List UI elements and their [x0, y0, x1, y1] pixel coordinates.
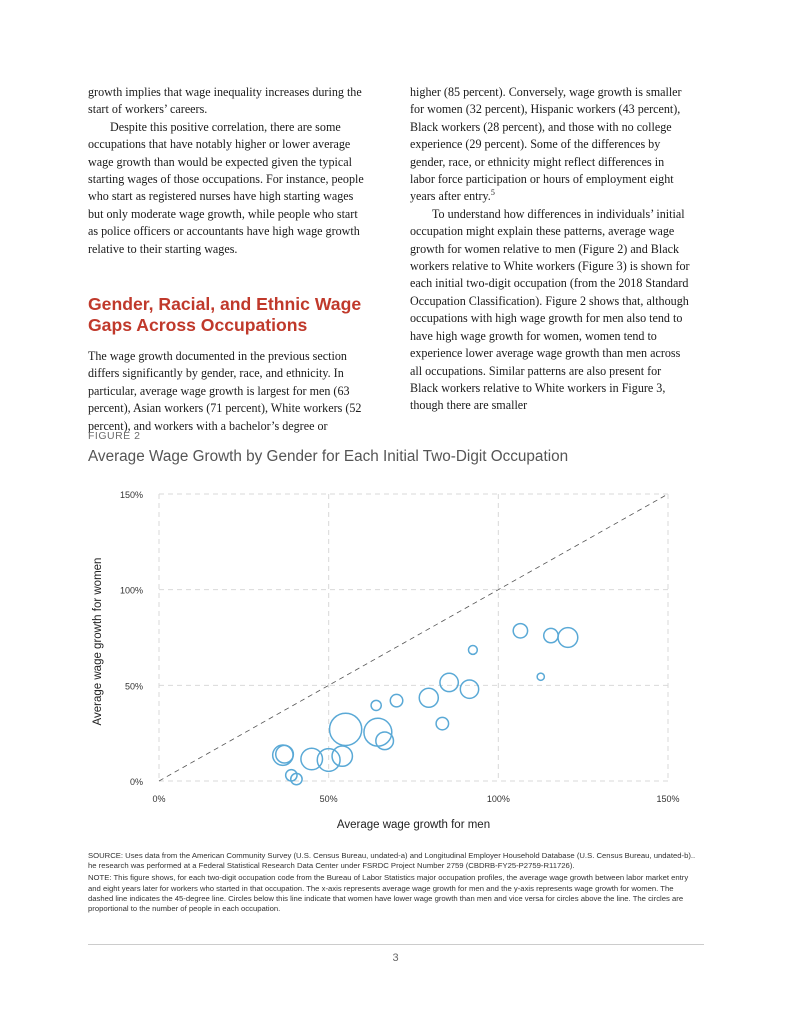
- paragraph: Despite this positive correlation, there are some occupations that have notably higher or lower average wage growth than would be expected given the typical starting wages of those occupations. For instance, people who start as registered nurses have high starting wages but only moderate wage growth, while people who start as police officers or accountants have high wage growth relative to their starting wages.: [88, 119, 364, 256]
- data-point: [276, 745, 294, 763]
- page-number: 3: [392, 952, 399, 964]
- scatter-chart: [80, 478, 700, 848]
- paragraph: The wage growth documented in the previous section differs significantly by gender, race, and ethnicity. In particular, average wage growth is largest for men (63 percent), Asian workers (71 percent), White workers (52 percent), and workers with a bachelor’s degree or: [88, 349, 362, 433]
- data-point: [537, 673, 544, 680]
- x-tick-label: 0%: [152, 794, 166, 804]
- data-point: [513, 624, 527, 638]
- paragraph: growth implies that wage inequality increases during the start of workers’ careers.: [88, 85, 362, 117]
- figure-label: FIGURE 2: [88, 430, 141, 442]
- left-text-column: [88, 84, 367, 435]
- x-tick-label: 50%: [319, 794, 338, 804]
- right-text-column: [410, 84, 690, 415]
- section-heading: Gender, Racial, and Ethnic Wage Gaps Across Occupations: [88, 294, 362, 336]
- figure-notes: [88, 851, 698, 916]
- data-point: [544, 628, 558, 642]
- data-point: [436, 717, 448, 729]
- figure-note: NOTE: This figure shows, for each two-digit occupation code from the Bureau of Labor Statistics major occupation profiles, the average wage growth between labor market entry and eight years later for workers who started in that occupation. The x-axis represents average wage growth for men and the y-axis represents wage growth for women. The dashed line indicates the 45-degree line. Circles below this line indicate that women have lower wage growth than men and vice versa for circles above the line. The circles are proportional to the number of people in each occupation.: [88, 873, 689, 914]
- data-point: [390, 694, 402, 706]
- x-tick-label: 150%: [656, 794, 680, 804]
- footer-divider: [88, 944, 704, 945]
- y-tick-label: 50%: [124, 681, 143, 692]
- data-point: [371, 700, 381, 710]
- y-axis-label: Average wage growth for women: [92, 557, 104, 726]
- y-tick-label: 150%: [119, 490, 143, 500]
- paragraph: [410, 84, 690, 206]
- data-point: [376, 732, 394, 750]
- paragraph-text: higher (85 percent). Conversely, wage growth is smaller for women (32 percent), Hispanic workers (43 percent), Black workers (28 percent), and those with no college experience (29 percent). Some of the differences by gender, race, or ethnicity might reflect differences in labor force participation or hours of employment eight years after entry.: [410, 85, 682, 204]
- y-tick-label: 100%: [119, 585, 143, 596]
- reference-line-45deg: [159, 494, 668, 781]
- y-tick-label: 0%: [129, 777, 143, 787]
- data-point: [330, 713, 362, 745]
- data-point: [460, 680, 478, 698]
- data-point: [558, 628, 578, 648]
- x-axis-label: Average wage growth for men: [336, 819, 491, 831]
- source-note: SOURCE: Uses data from the American Community Survey (U.S. Census Bureau, undated-a) and Longitudinal Employer Household Database (U.S. Census Bureau, undated-b).. he research was performed at a Federal Statistical Research Data Center under FSRDC Project Number 2759 (CBDRB-FY25-P2759-R11726).: [88, 851, 696, 871]
- x-tick-label: 100%: [486, 794, 510, 804]
- data-point: [332, 746, 352, 766]
- footnote-reference[interactable]: 5: [490, 188, 495, 198]
- figure-title: Average Wage Growth by Gender for Each Initial Two-Digit Occupation: [88, 448, 569, 465]
- data-point: [468, 646, 477, 655]
- paragraph: To understand how differences in individuals’ initial occupation might explain these patterns, average wage growth for women relative to men (Figure 2) and Black workers relative to White workers (Figure 3) is shown for each initial two-digit occupation (from the 2018 Standard Occupation Classification). Figure 2 shows that, although occupations with high wage growth for men also tend to have high wage growth for women, women tend to experience lower average wage growth than men across all occupations. Similar patterns are also present for Black workers relative to White workers in Figure 3, though there are smaller: [410, 206, 690, 413]
- data-point: [440, 673, 458, 691]
- data-point: [419, 688, 438, 707]
